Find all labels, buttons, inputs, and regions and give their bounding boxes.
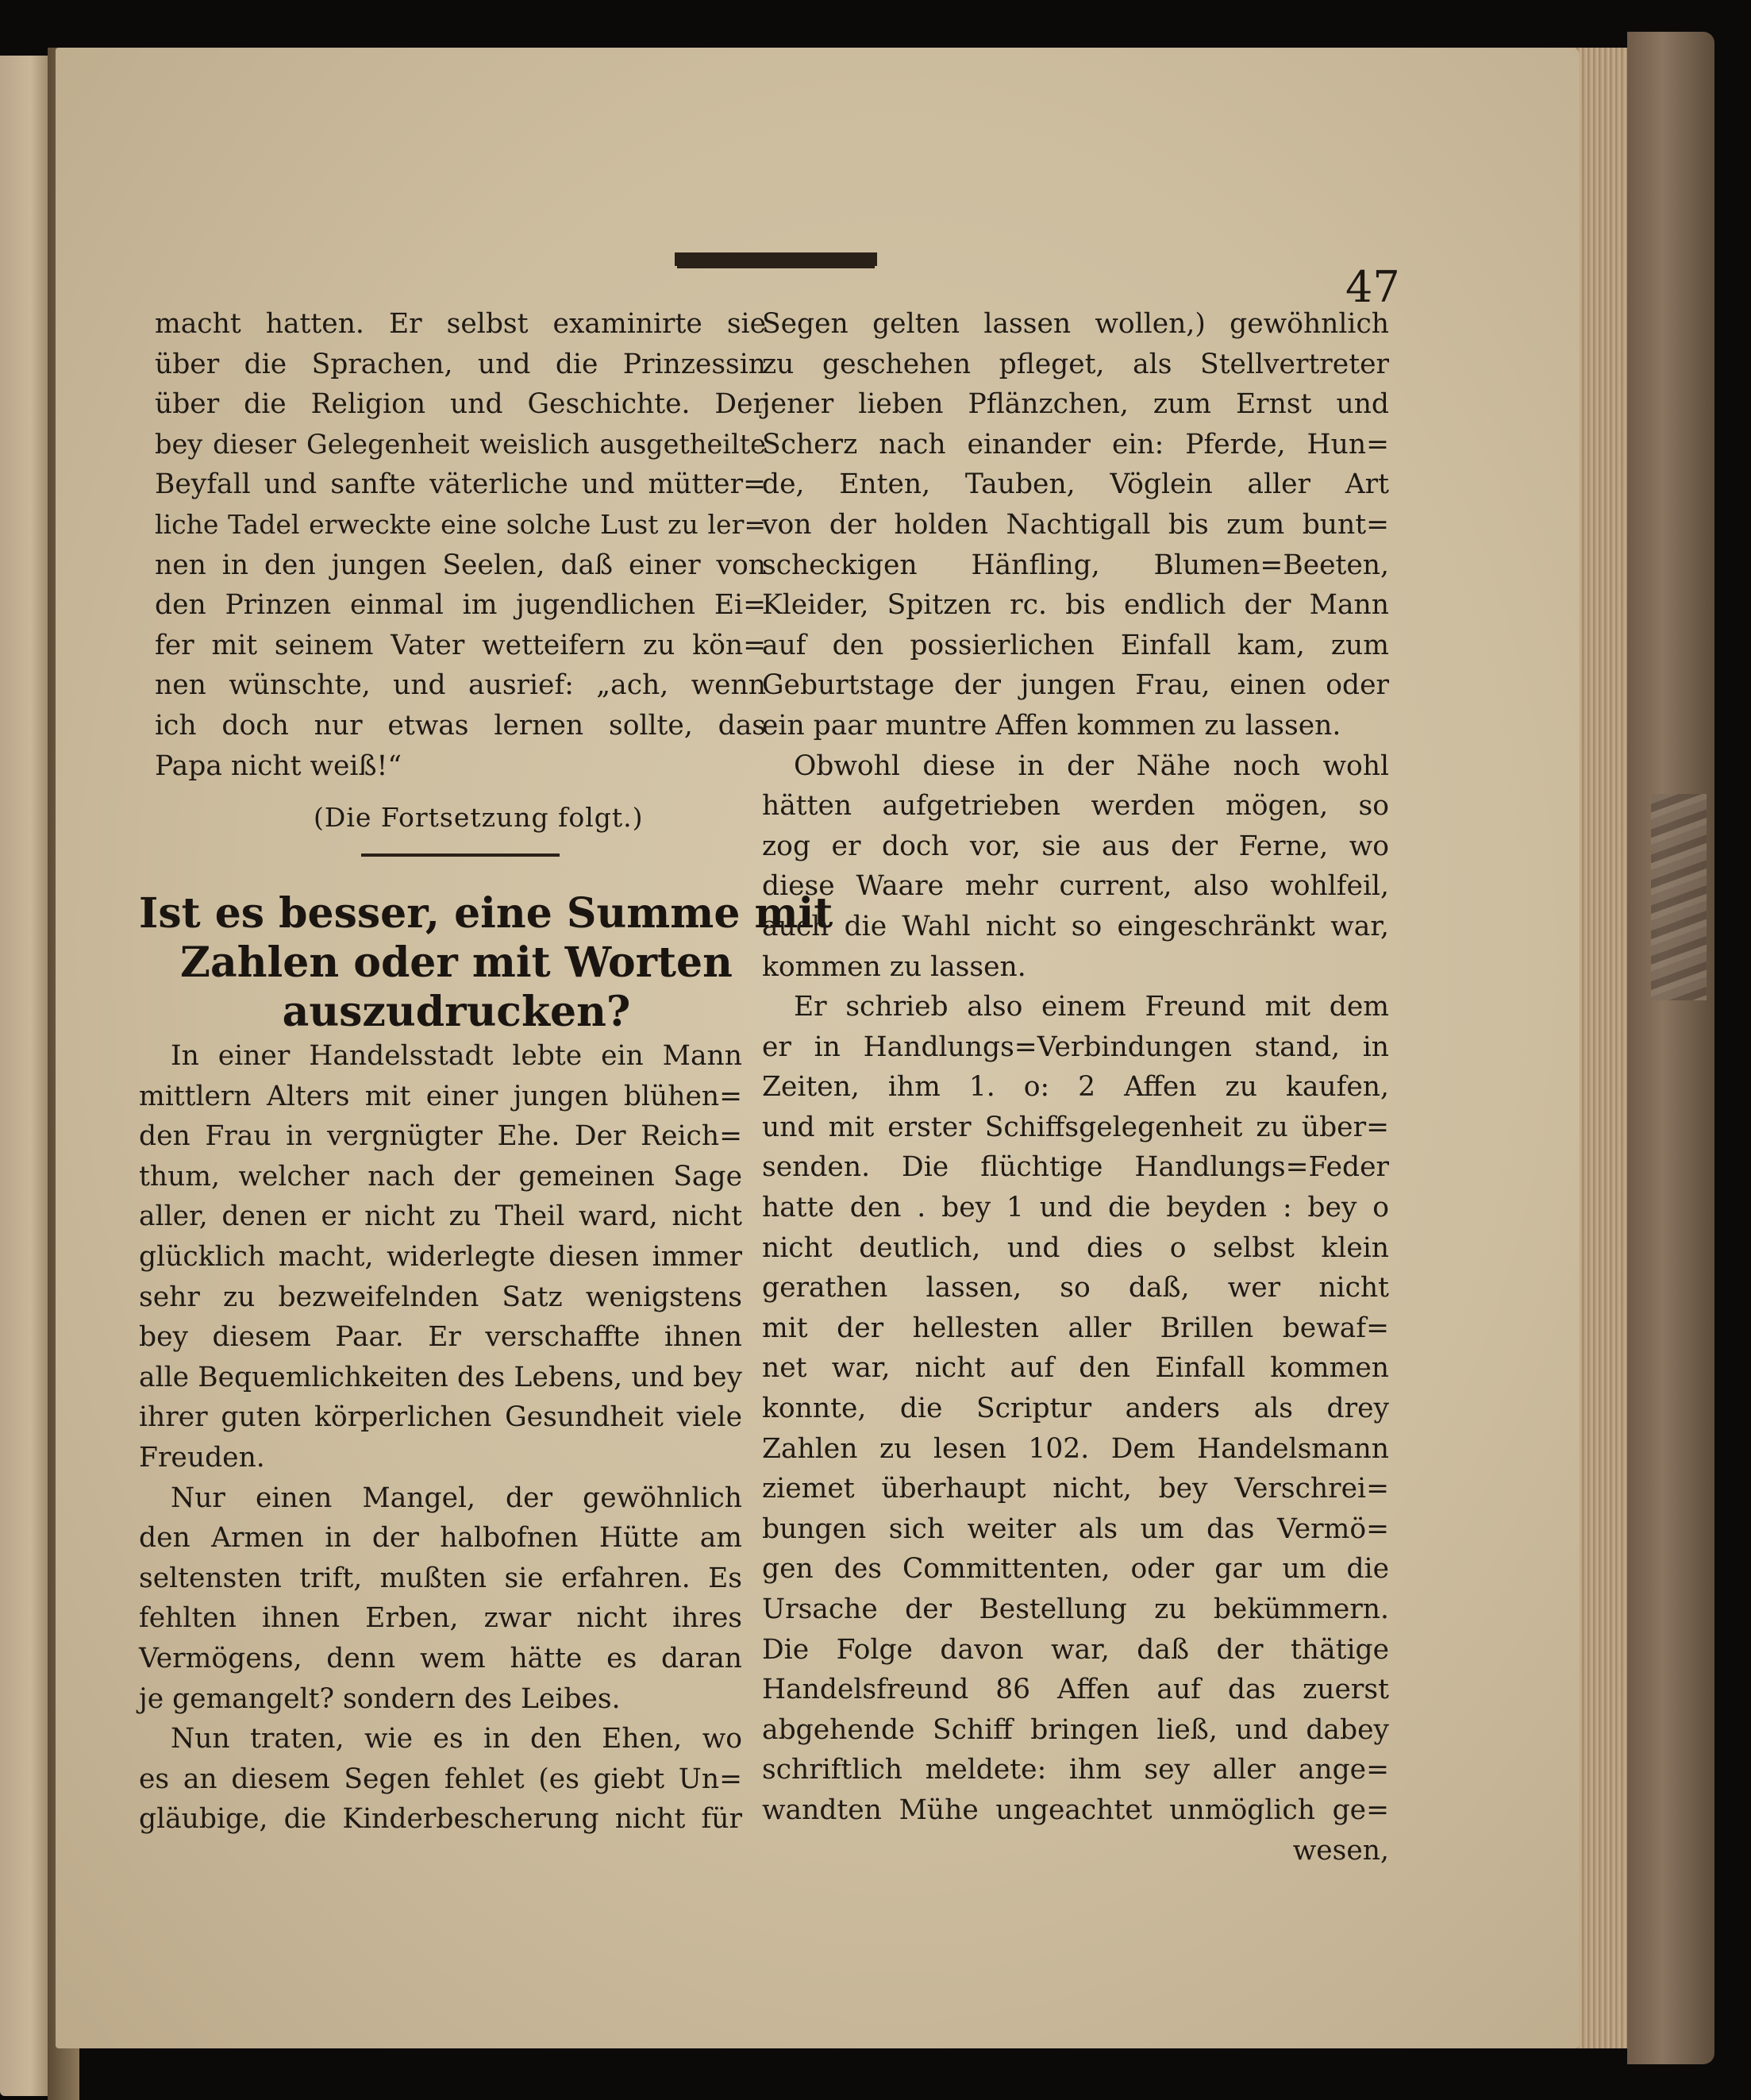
marbled-cover xyxy=(1651,794,1707,1000)
text-line: bey diesem Paar. Er verschaffte ihnen xyxy=(139,1321,742,1354)
text-line: bey dieser Gelegenheit weislich ausgetheilte xyxy=(155,428,766,460)
text-line: Geburtstage der jungen Frau, einen oder xyxy=(762,669,1389,702)
text-line: de, Enten, Tauben, Vöglein aller Art xyxy=(762,468,1389,501)
text-line: zog er doch vor, sie aus der Ferne, wo xyxy=(762,830,1389,862)
text-line: fehlten ihnen Erben, zwar nicht ihres xyxy=(139,1602,742,1635)
text-line: kommen zu lassen. xyxy=(762,950,1026,983)
left-column-article xyxy=(139,1036,742,1840)
text-line: Kleider, Spitzen rc. bis endlich der Mann xyxy=(762,589,1389,622)
text-line: konnte, die Scriptur anders als drey xyxy=(762,1393,1389,1425)
text-line: den Frau in vergnügter Ehe. Der Reich= xyxy=(139,1120,742,1153)
article-title-line: Ist es besser, eine Summe mit xyxy=(139,889,833,938)
text-line: schriftlich meldete: ihm sey aller ange= xyxy=(762,1754,1389,1786)
text-line: zu geschehen pfleget, als Stellvertreter xyxy=(762,348,1389,380)
text-line: alle Bequemlichkeiten des Lebens, und bey xyxy=(139,1361,742,1393)
article-title-line: Zahlen oder mit Worten xyxy=(180,938,733,987)
text-line: Obwohl diese in der Nähe noch wohl xyxy=(794,749,1389,782)
text-line: gen des Committenten, oder gar um die xyxy=(762,1553,1389,1586)
text-line: glücklich macht, widerlegte diesen immer xyxy=(139,1240,742,1273)
text-line: er in Handlungs=Verbindungen stand, in xyxy=(762,1031,1389,1063)
text-line: auch die Wahl nicht so eingeschränkt war, xyxy=(762,910,1389,942)
text-line: Ursache der Bestellung zu bekümmern. xyxy=(762,1593,1389,1625)
text-line: gerathen lassen, so daß, wer nicht xyxy=(762,1272,1389,1304)
text-line: nicht deutlich, und dies o selbst klein xyxy=(762,1231,1389,1264)
text-line: und mit erster Schiffsgelegenheit zu über= xyxy=(762,1111,1389,1143)
text-line: aller, denen er nicht zu Theil ward, nicht xyxy=(139,1200,742,1233)
text-line: thum, welcher nach der gemeinen Sage xyxy=(139,1160,742,1193)
text-line: wandten Mühe ungeachtet unmöglich ge= xyxy=(762,1794,1389,1826)
text-line: Die Folge davon war, daß der thätige xyxy=(762,1633,1389,1666)
text-line: ziemet überhaupt nicht, bey Verschrei= xyxy=(762,1473,1389,1505)
text-line: ihrer guten körperlichen Gesundheit viele xyxy=(139,1401,742,1434)
left-column-top xyxy=(155,304,766,786)
text-line: In einer Handelsstadt lebte ein Mann xyxy=(171,1040,742,1072)
text-line: jener lieben Pflänzchen, zum Ernst und xyxy=(762,388,1389,421)
text-line: net war, nicht auf den Einfall kommen xyxy=(762,1352,1389,1385)
text-line: Handelsfreund 86 Affen auf das zuerst xyxy=(762,1674,1389,1706)
text-line: gläubige, die Kinderbescherung nicht für xyxy=(139,1803,742,1836)
article-title-line: auszudrucken? xyxy=(282,988,631,1036)
text-line: fer mit seinem Vater wetteifern zu kön= xyxy=(155,629,766,661)
text-line: Vermögens, denn wem hätte es daran xyxy=(139,1642,742,1674)
book-cover-edge xyxy=(1627,32,1714,2064)
text-line: je gemangelt? sondern des Leibes. xyxy=(139,1682,621,1715)
text-line: Scherz nach einander ein: Pferde, Hun= xyxy=(762,428,1389,460)
text-line: hatte den . bey 1 und die beyden : bey o xyxy=(762,1192,1389,1224)
section-rule xyxy=(361,853,560,857)
text-line: Nun traten, wie es in den Ehen, wo xyxy=(171,1723,742,1755)
text-line: von der holden Nachtigall bis zum bunt= xyxy=(762,508,1389,541)
text-line: macht hatten. Er selbst examinirte sie xyxy=(155,308,766,340)
text-line: hätten aufgetrieben werden mögen, so xyxy=(762,790,1389,823)
text-line: abgehende Schiff bringen ließ, und dabey xyxy=(762,1713,1389,1746)
text-line: liche Tadel erweckte eine solche Lust zu ler= xyxy=(155,508,766,540)
text-line: mittlern Alters mit einer jungen blühen= xyxy=(139,1080,742,1112)
text-line: Papa nicht weiß!“ xyxy=(155,749,402,782)
text-line: sehr zu bezweifelnden Satz wenigstens xyxy=(139,1281,742,1313)
text-line: auf den possierlichen Einfall kam, zum xyxy=(762,629,1389,661)
text-line: bungen sich weiter als um das Vermö= xyxy=(762,1512,1389,1545)
text-line: scheckigen Hänfling, Blumen=Beeten, xyxy=(762,549,1389,581)
text-line: wesen, xyxy=(1292,1834,1389,1867)
article-title xyxy=(139,889,833,1037)
text-line: Beyfall und sanfte väterliche und mütter= xyxy=(155,468,766,501)
text-line: es an diesem Segen fehlet (es giebt Un= xyxy=(139,1763,742,1795)
text-line: den Prinzen einmal im jugendlichen Ei= xyxy=(155,589,766,622)
text-line: den Armen in der halbofnen Hütte am xyxy=(139,1522,742,1555)
text-line: ein paar muntre Affen kommen zu lassen. xyxy=(762,709,1341,742)
text-line: über die Sprachen, und die Prinzessin xyxy=(155,348,766,380)
text-line: mit der hellesten aller Brillen bewaf= xyxy=(762,1312,1389,1344)
text-line: Freuden. xyxy=(139,1441,265,1474)
page-number: 47 xyxy=(1345,262,1400,312)
text-line: diese Waare mehr current, also wohlfeil, xyxy=(762,870,1389,903)
text-line: ich doch nur etwas lernen sollte, das xyxy=(155,709,766,742)
text-line: seltensten trift, mußten sie erfahren. Es xyxy=(139,1562,742,1594)
text-line: über die Religion und Geschichte. Der xyxy=(155,388,766,421)
text-line: nen in den jungen Seelen, daß einer von xyxy=(155,549,766,581)
header-rule xyxy=(675,252,877,266)
text-line: nen wünschte, und ausrief: „ach, wenn xyxy=(155,669,766,702)
text-line: Segen gelten lassen wollen,) gewöhnlich xyxy=(762,308,1389,340)
text-line: Zeiten, ihm 1. o: 2 Affen zu kaufen, xyxy=(762,1071,1389,1104)
text-line: Zahlen zu lesen 102. Dem Handelsmann xyxy=(762,1432,1389,1465)
text-line: Nur einen Mangel, der gewöhnlich xyxy=(171,1482,742,1514)
continued-note: (Die Fortsetzung folgt.) xyxy=(314,802,644,833)
right-column xyxy=(762,304,1389,1871)
text-line: senden. Die flüchtige Handlungs=Feder xyxy=(762,1151,1389,1184)
text-line: Er schrieb also einem Freund mit dem xyxy=(794,991,1389,1023)
